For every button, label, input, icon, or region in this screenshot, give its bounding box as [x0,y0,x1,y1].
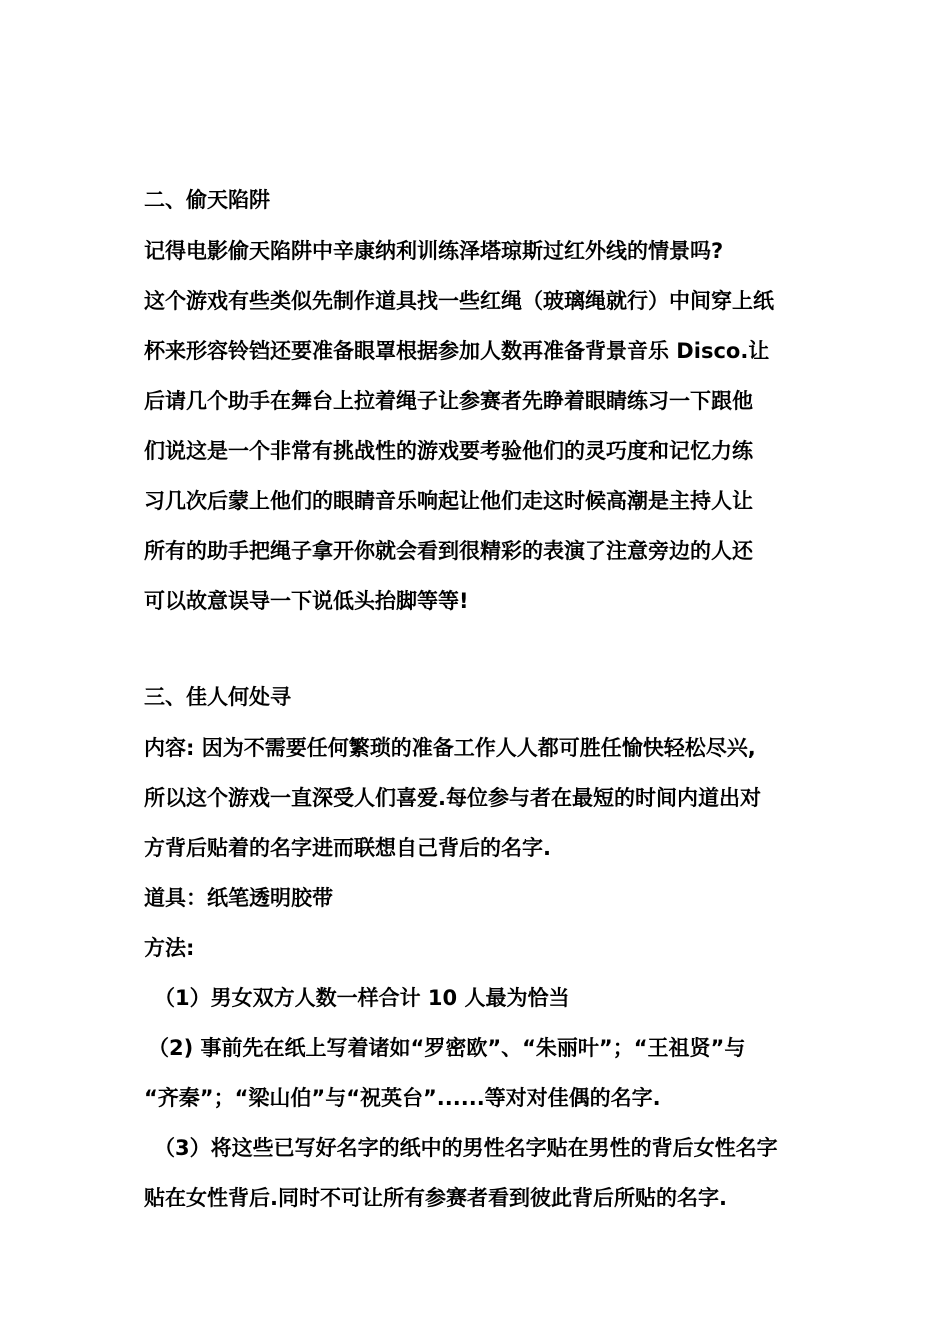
section-2-heading: 二、偷天陷阱 [144,188,270,212]
section-3-step-3-line-2: 贴在女性背后.同时不可让所有参赛者看到彼此背后所贴的名字. [144,1186,727,1210]
section-3-step-1: （1）男女双方人数一样合计 10 人最为恰当 [154,986,570,1010]
section-2-line-7: 所有的助手把绳子拿开你就会看到很精彩的表演了注意旁边的人还 [144,539,753,563]
section-3-method-label: 方法: [144,936,195,960]
section-2-line-8: 可以故意误导一下说低头抬脚等等! [144,589,469,613]
section-3-content-line-2: 所以这个游戏一直深受人们喜爱.每位参与者在最短的时间内道出对 [144,786,761,810]
section-2-line-4: 后请几个助手在舞台上拉着绳子让参赛者先睁着眼睛练习一下跟他 [144,389,753,413]
section-3-step-2-line-1: （2) 事前先在纸上写着诸如“罗密欧”、“朱丽叶”；“王祖贤”与 [148,1036,746,1060]
section-2-line-3: 杯来形容铃铛还要准备眼罩根据参加人数再准备背景音乐 Disco.让 [144,339,770,363]
section-3-step-2-line-2: “齐秦”；“梁山伯”与“祝英台”......等对对佳偶的名字. [144,1086,661,1110]
section-3-props: 道具：纸笔透明胶带 [144,886,333,910]
section-3-step-3-line-1: （3）将这些已写好名字的纸中的男性名字贴在男性的背后女性名字 [154,1136,778,1160]
section-2-line-2: 这个游戏有些类似先制作道具找一些红绳（玻璃绳就行）中间穿上纸 [144,289,774,313]
section-2-line-1: 记得电影偷天陷阱中辛康纳利训练泽塔琼斯过红外线的情景吗? [144,239,724,263]
section-3-content-line-1: 内容: 因为不需要任何繁琐的准备工作人人都可胜任愉快轻松尽兴, [144,736,756,760]
section-3-content-line-3: 方背后贴着的名字进而联想自己背后的名字. [144,836,551,860]
section-2-line-6: 习几次后蒙上他们的眼睛音乐响起让他们走这时候高潮是主持人让 [144,489,753,513]
section-3-heading: 三、佳人何处寻 [144,685,291,709]
section-2-line-5: 们说这是一个非常有挑战性的游戏要考验他们的灵巧度和记忆力练 [144,439,753,463]
